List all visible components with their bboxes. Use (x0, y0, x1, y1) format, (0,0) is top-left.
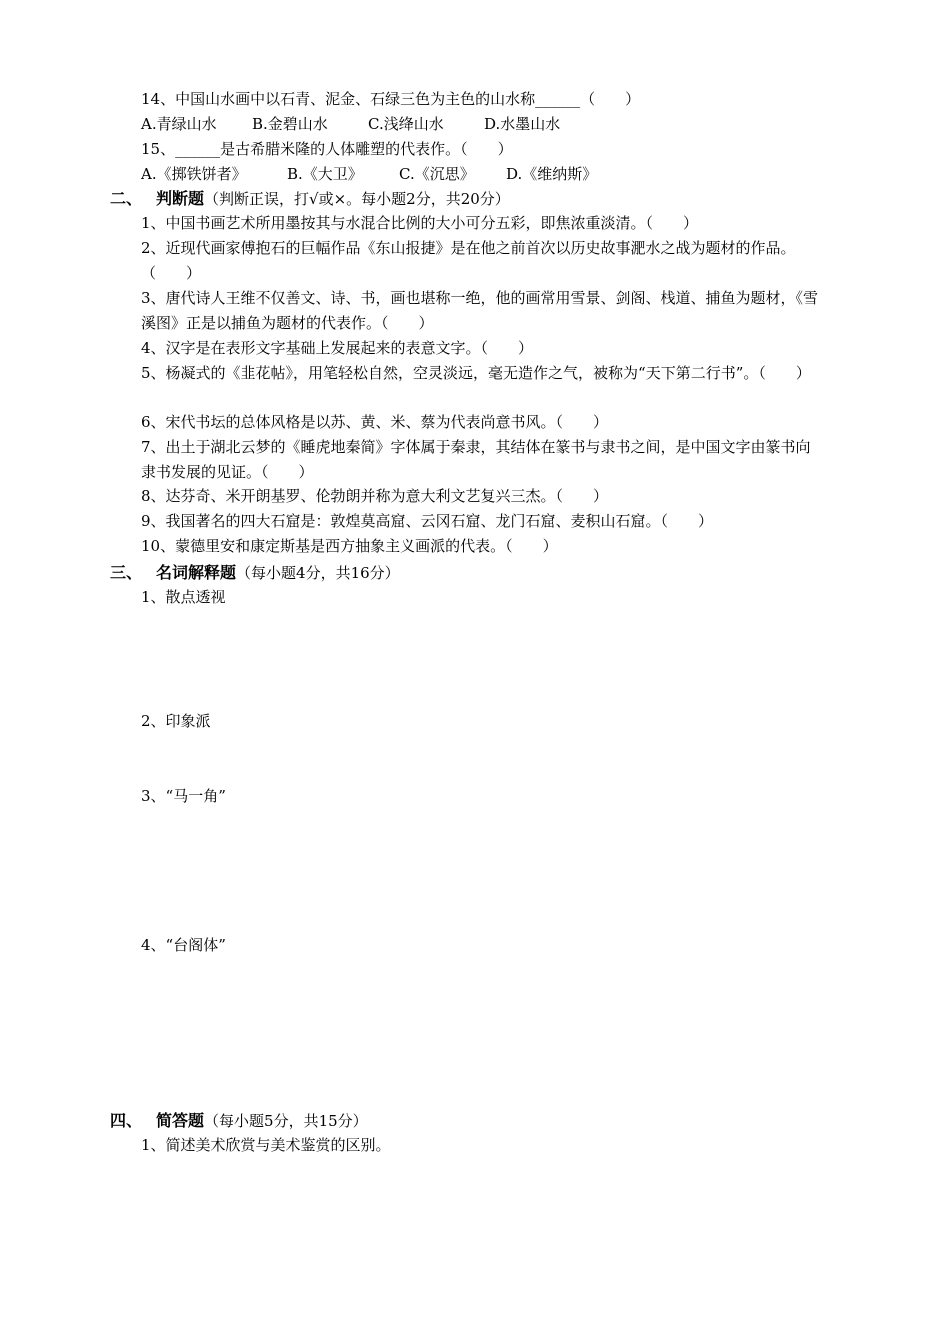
term-item: 2、印象派 (141, 712, 211, 730)
option-d: D.水墨山水 (484, 115, 561, 133)
section-number: 三、 (110, 563, 143, 582)
option-a: A.《掷铁饼者》 (141, 165, 247, 183)
judgement-item: 9、我国著名的四大石窟是：敦煌莫高窟、云冈石窟、龙门石窟、麦积山石窟。（ ） (141, 512, 714, 530)
option-a: A.青绿山水 (141, 115, 217, 133)
judgement-item: 6、宋代书坛的总体风格是以苏、黄、米、蔡为代表尚意书风。（ ） (141, 413, 609, 431)
section-note: （判断正误，打√或×。每小题2分，共20分） (204, 190, 510, 208)
option-c: C.浅绛山水 (368, 115, 444, 133)
judgement-item: 5、杨凝式的《韭花帖》，用笔轻松自然，空灵淡远，毫无造作之气，被称为“天下第二行书”。（ ） (141, 364, 811, 382)
section-title: 判断题 (156, 189, 205, 208)
judgement-item: 1、中国书画艺术所用墨按其与水混合比例的大小可分五彩，即焦浓重淡清。（ ） (141, 214, 699, 232)
section-title: 名词解释题 (156, 563, 237, 582)
judgement-item: 3、唐代诗人王维不仅善文、诗、书，画也堪称一绝，他的画常用雪景、剑阁、栈道、捕鱼为题材，《雪溪图》正是以捕鱼为题材的代表作。（ ） (141, 289, 819, 332)
judgement-item: 10、蒙德里安和康定斯基是西方抽象主义画派的代表。（ ） (141, 537, 558, 555)
option-b: B.《大卫》 (287, 165, 363, 183)
term-item: 4、“台阁体” (141, 936, 226, 954)
section-3-heading (110, 560, 400, 586)
question-15-stem: 15、______是古希腊米隆的人体雕塑的代表作。（ ） (141, 140, 513, 158)
question-14-stem: 14、中国山水画中以石青、泥金、石绿三色为主色的山水称______（ ） (141, 90, 641, 108)
judgement-item: 7、出土于湖北云梦的《睡虎地秦简》字体属于秦隶，其结体在篆书与隶书之间，是中国文字由篆书向隶书发展的见证。（ ） (141, 438, 811, 481)
section-note: （每小题5分，共15分） (204, 1112, 368, 1130)
option-b: B.金碧山水 (252, 115, 328, 133)
judgement-item: 2、近现代画家傅抱石的巨幅作品《东山报捷》是在他之前首次以历史故事淝水之战为题材的作品。（ ） (141, 239, 796, 282)
section-number: 二、 (110, 189, 143, 208)
section-2-heading (110, 186, 510, 212)
section-title: 简答题 (156, 1111, 205, 1130)
option-d: D.《维纳斯》 (506, 165, 598, 183)
term-item: 1、散点透视 (141, 588, 226, 606)
question-14-options (141, 112, 821, 137)
short-answer-item: 1、简述美术欣赏与美术鉴赏的区别。 (141, 1136, 391, 1154)
judgement-item: 4、汉字是在表形文字基础上发展起来的表意文字。（ ） (141, 339, 534, 357)
option-c: C.《沉思》 (399, 165, 475, 183)
section-number: 四、 (110, 1111, 143, 1130)
judgement-item: 8、达芬奇、米开朗基罗、伦勃朗并称为意大利文艺复兴三杰。（ ） (141, 487, 609, 505)
section-note: （每小题4分，共16分） (236, 564, 400, 582)
question-15-options (141, 162, 821, 187)
term-item: 3、“马一角” (141, 787, 226, 805)
section-4-heading (110, 1108, 368, 1134)
